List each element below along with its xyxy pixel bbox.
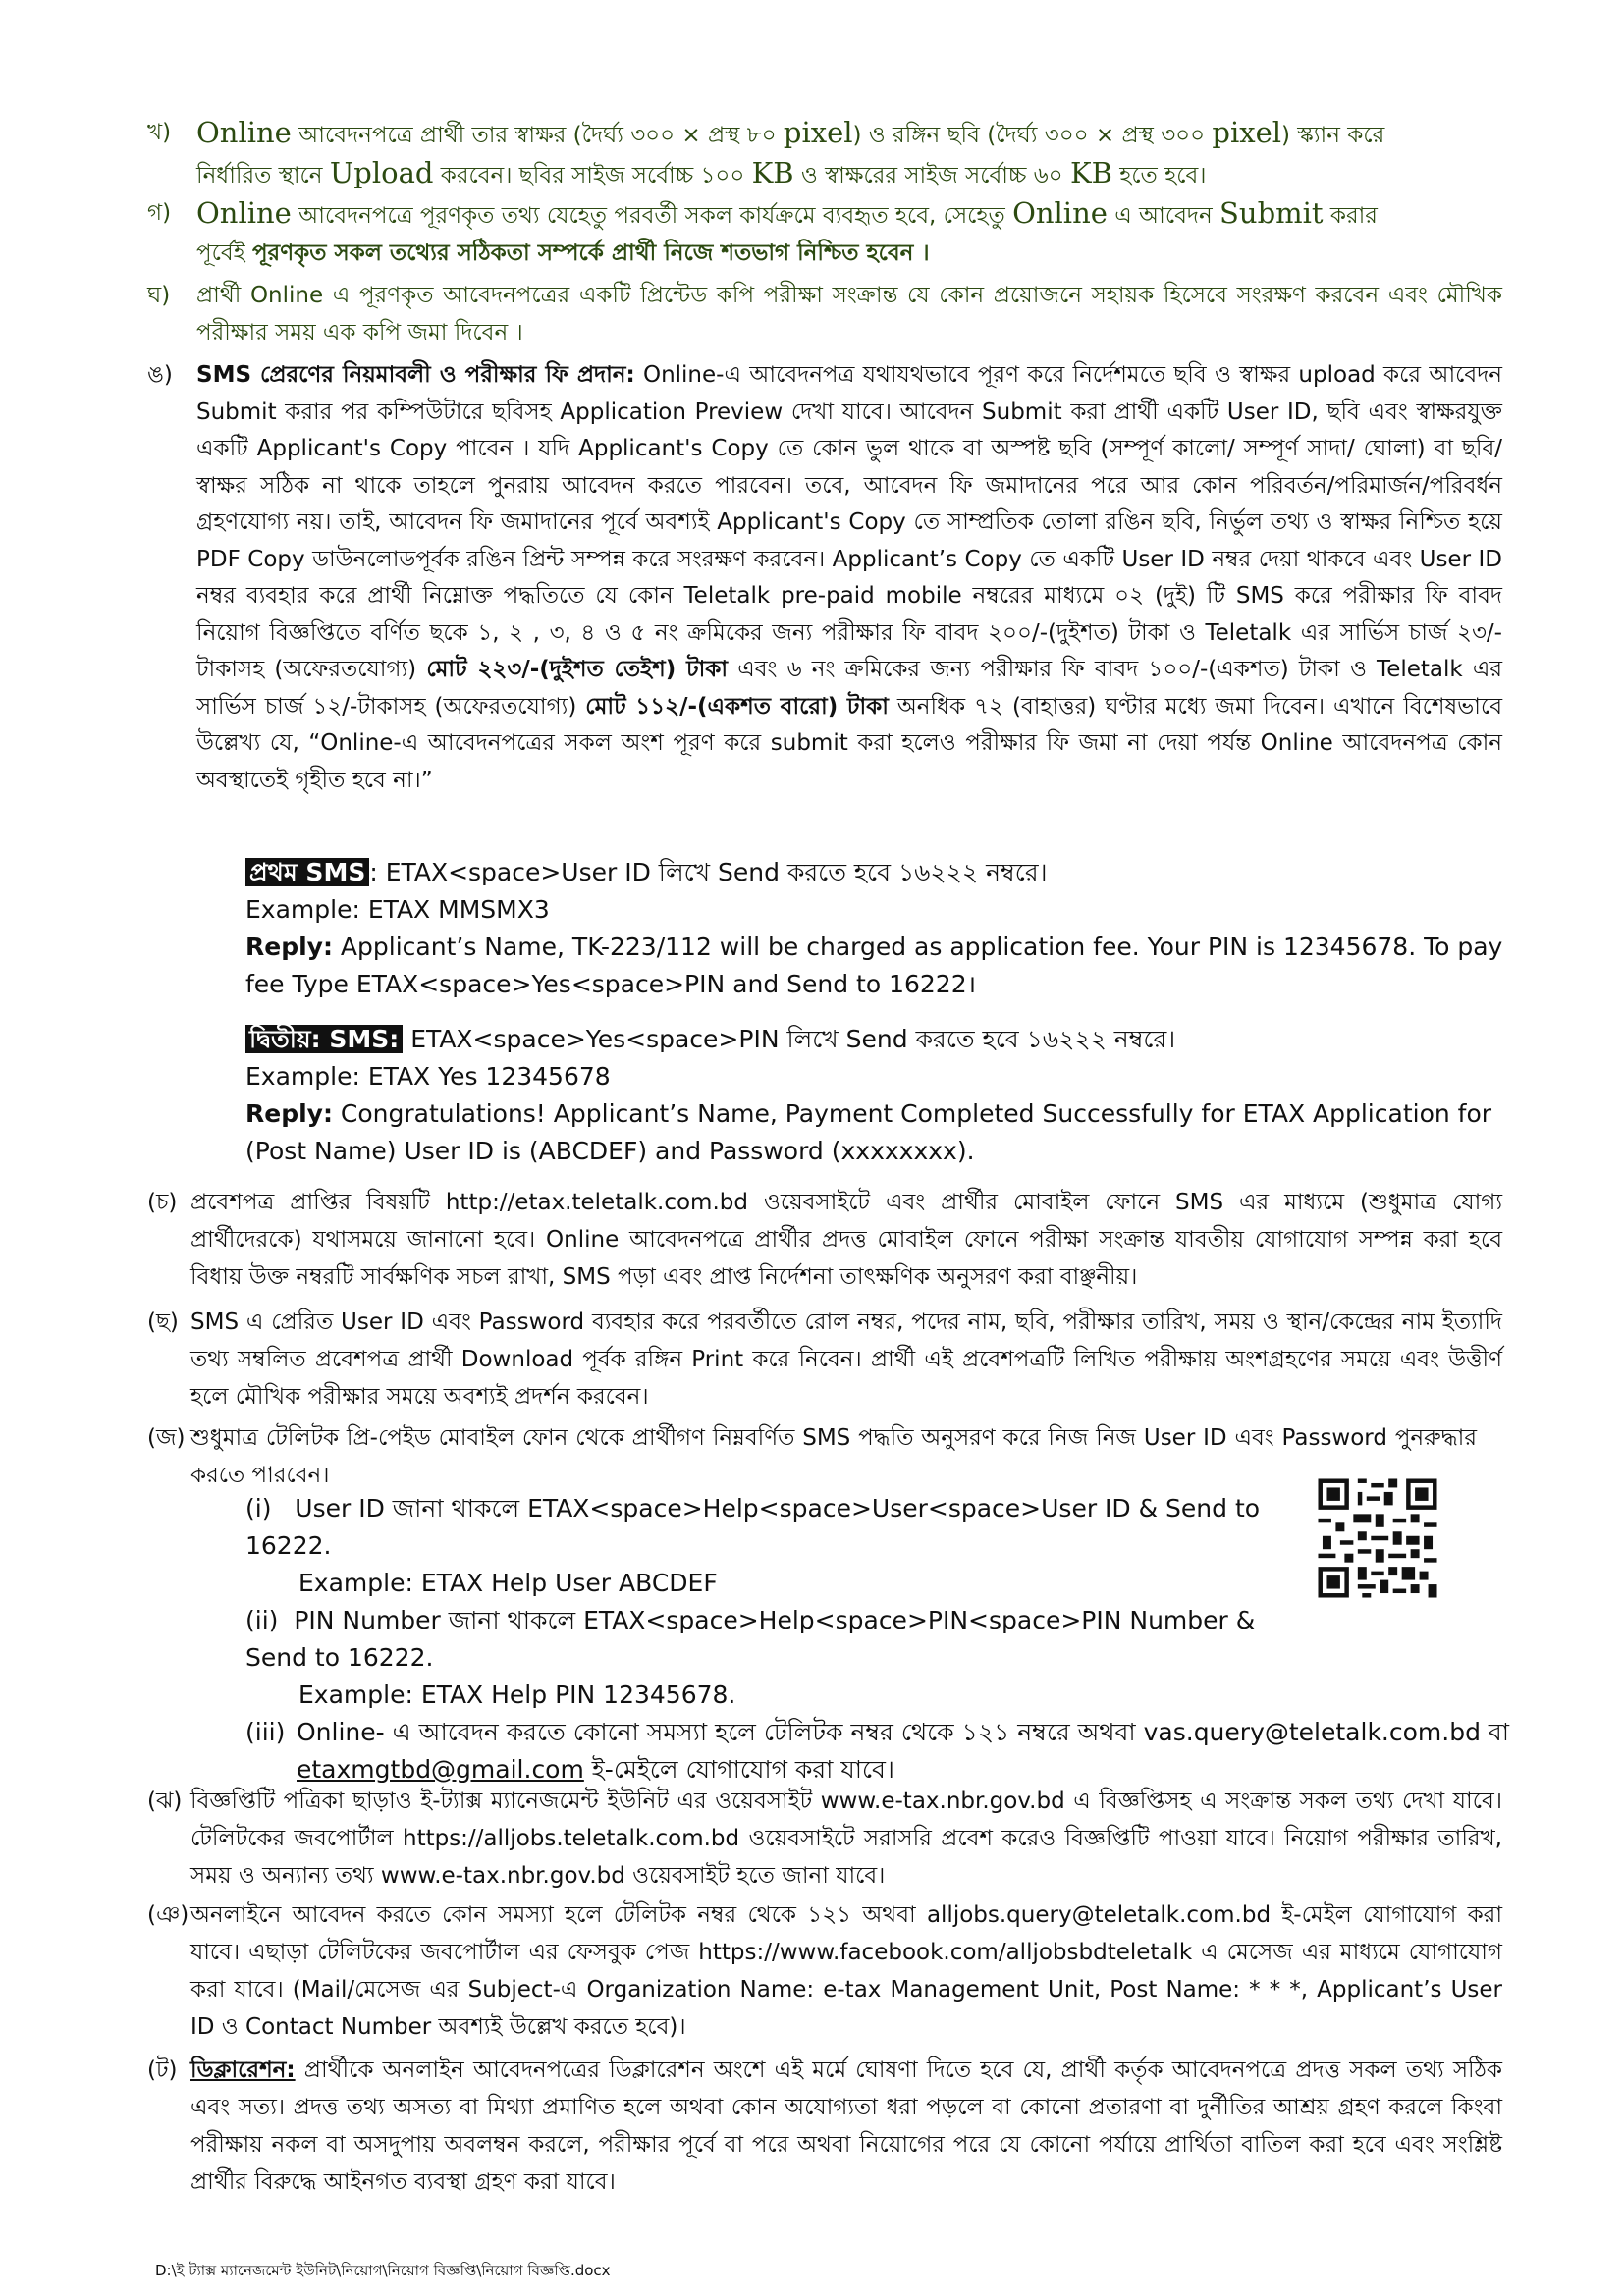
sms-tag: প্রথম SMS	[245, 858, 369, 886]
item-ta	[147, 2052, 1503, 2201]
sms-example: Example: ETAX Yes 12345678	[245, 1062, 611, 1091]
item-text: শুধুমাত্র টেলিটক প্রি-পেইড মোবাইল ফোন থেকে প্রার্থীগণ নিম্নবর্ণিত SMS পদ্ধতি অনুসরণ করে নিজ নিজ User ID এবং Password পুনরুদ্ধার করতে পারবেন।	[190, 1425, 1477, 1488]
sms-example: Example: ETAX Help User ABCDEF	[298, 1569, 718, 1597]
sms-reply: Reply: Applicant’s Name, TK-223/112 will be charged as application fee. Your PIN is 12345678. To pay fee Type ETAX<space>Yes<space>PIN and Send to 16222।	[245, 933, 1503, 998]
item-chha	[147, 1304, 1502, 1415]
item-marker: (ছ)	[147, 1309, 179, 1335]
item-marker: (চ)	[147, 1190, 178, 1215]
item-text: Online আবেদনপত্রে প্রার্থী তার স্বাক্ষর (দৈর্ঘ্য ৩০০ × প্রস্থ ৮০ pixel) ও রঙ্গিন ছবি (দৈর্ঘ্য ৩০০ × প্রস্থ ৩০০ pixel) স্ক্যান করে নির্ধারিত স্থানে Upload করবেন। ছবির সাইজ সর্বোচ্চ ১০০ KB ও স্বাক্ষরের সাইজ সর্বোচ্চ ৬০ KB হতে হবে।	[196, 116, 1385, 189]
item-ja	[147, 1419, 1477, 1494]
sms-tag: দ্বিতীয়: SMS:	[245, 1025, 403, 1053]
sms-instruction: ETAX<space>User ID লিখে Send করতে হবে ১৬২২২ নম্বরে।	[385, 858, 1048, 886]
item-text: SMS প্রেরণের নিয়মাবলী ও পরীক্ষার ফি প্রদান: Online-এ আবেদনপত্র যথাযথভাবে পূরণ করে নির্দেশমতে ছবি ও স্বাক্ষর upload করে আবেদন Submit করার পর কম্পিউটারে ছবিসহ Application Preview দেখা যাবে। আবেদন Submit করা প্রার্থী একটি User ID, ছবি এবং স্বাক্ষরযুক্ত একটি Applicant's Copy পাবেন । যদি Applicant's Copy তে কোন ভুল থাকে বা অস্পষ্ট ছবি (সম্পূর্ণ কালো/ সম্পূর্ণ সাদা/ ঘোলা) বা ছবি/ স্বাক্ষর সঠিক না থাকে তাহলে পুনরায় আবেদন করতে পারবেন। তবে, আবেদন ফি জমাদানের পরে আর কোন পরিবর্তন/পরিমার্জন/পরিবর্ধন গ্রহণযোগ্য নয়। তাই, আবেদন ফি জমাদানের পূর্বে অবশ্যই Applicant's Copy তে সাম্প্রতিক তোলা রঙিন ছবি, নির্ভুল তথ্য ও স্বাক্ষর নিশ্চিত হয়ে PDF Copy ডাউনলোডপূর্বক রঙিন প্রিন্ট সম্পন্ন করে সংরক্ষণ করবেন। Applicant’s Copy তে একটি User ID নম্বর দেয়া থাকবে এবং User ID নম্বর ব্যবহার করে প্রার্থী নিম্নোক্ত পদ্ধতিতে যে কোন Teletalk pre-paid mobile নম্বরের মাধ্যমে ০২ (দুই) টি SMS করে পরীক্ষার ফি বাবদ নিয়োগ বিজ্ঞপ্তিতে বর্ণিত ছকে ১, ২ , ৩, ৪ ও ৫ নং ক্রমিকের জন্য পরীক্ষার ফি বাবদ ২০০/-(দুইশত) টাকা ও Teletalk এর সার্ভিস চার্জ ২৩/-টাকাসহ (অফেরতযোগ্য) মোট ২২৩/-(দুইশত তেইশ) টাকা এবং ৬ নং ক্রমিকের জন্য পরীক্ষার ফি বাবদ ১০০/-(একশত) টাকা ও Teletalk এর সার্ভিস চার্জ ১২/-টাকাসহ (অফেরতযোগ্য) মোট ১১২/-(একশত বারো) টাকা অনধিক ৭২ (বাহাত্তর) ঘণ্টার মধ্যে জমা দিবেন। এখানে বিশেষভাবে উল্লেখ্য যে, “Online-এ আবেদনপত্রের সকল অংশ পূরণ করে submit করা হলেও পরীক্ষার ফি জমা না দেয়া পর্যন্ত Online আবেদনপত্র কোন অবস্থাতেই গৃহীত হবে না।”	[196, 362, 1503, 793]
item-marker: ঘ)	[147, 283, 171, 308]
recovery-option-ii: (ii) PIN Number জানা থাকলে ETAX<space>Help<space>PIN<space>PIN Number & Send to 16222. Example: ETAX Help PIN 12345678.	[245, 1602, 1286, 1714]
fee-total-1: মোট ২২৩/-(দুইশত তেইশ) টাকা	[426, 657, 729, 682]
item-marker: (ঝ)	[147, 1789, 183, 1814]
sms-second-block	[245, 1021, 1512, 1170]
item-text: ডিক্লারেশন: প্রার্থীকে অনলাইন আবেদনপত্রের ডিক্লারেশন অংশে এই মর্মে ঘোষণা দিতে হবে যে, প্রার্থী কর্তৃক আবেদনপত্রে প্রদত্ত সকল তথ্য সঠিক এবং সত্য। প্রদত্ত তথ্য অসত্য বা মিথ্যা প্রমাণিত হলে অথবা কোন অযোগ্যতা ধরা পড়লে বা কোনো প্রতারণা বা দুর্নীতির আশ্রয় গ্রহণ করলে কিংবা পরীক্ষায় নকল বা অসদুপায় অবলম্বন করলে, পরীক্ষার পূর্বে বা পরে অথবা নিয়োগের পরে যে কোনো পর্যায়ে প্রার্থিতা বাতিল করা হবে এবং সংশ্লিষ্ট প্রার্থীর বিরুদ্ধে আইনগত ব্যবস্থা গ্রহণ করা যাবে।	[190, 2057, 1503, 2195]
item-ga	[147, 194, 1502, 272]
item-text: বিজ্ঞপ্তিটি পত্রিকা ছাড়াও ই-ট্যাক্স ম্যানেজমেন্ট ইউনিট এর ওয়েবসাইট www.e-tax.nbr.gov.bd এ বিজ্ঞপ্তিসহ এ সংক্রান্ত সকল তথ্য দেখা যাবে। টেলিটকের জবপোর্টাল https://alljobs.teletalk.com.bd ওয়েবসাইটে সরাসরি প্রবেশ করেও বিজ্ঞপ্তিটি পাওয়া যাবে। নিয়োগ পরীক্ষার তারিখ, সময় ও অন্যান্য তথ্য www.e-tax.nbr.gov.bd ওয়েবসাইট হতে জানা যাবে।	[190, 1789, 1502, 1889]
item-kha	[147, 114, 1502, 194]
sms-example: Example: ETAX Help PIN 12345678.	[298, 1681, 736, 1709]
item-marker: খ)	[147, 120, 172, 145]
sms-reply: Reply: Congratulations! Applicant’s Name, Payment Completed Successfully for ETAX Application for (Post Name) User ID is (ABCDEF) and Password (xxxxxxxx).	[245, 1099, 1492, 1165]
sms-first-block: প্রথম SMS : ETAX<space>User ID লিখে Send করতে হবে ১৬২২২ নম্বরে। Example: ETAX MMSMX3 Reply: Applicant’s Name, TK-223/112 will be charged as application fee. Your PIN is 12345678. To pay fee Type ETAX<space>Yes<space>PIN and Send to 16222।	[245, 854, 1512, 1003]
item-text: প্রবেশপত্র প্রাপ্তির বিষয়টি http://etax.teletalk.com.bd ওয়েবসাইটে এবং প্রার্থীর মোবাইল ফোনে SMS এর মাধ্যমে (শুধুমাত্র যোগ্য প্রার্থীদেরকে) যথাসময়ে জানানো হবে। Online আবেদনপত্রে প্রার্থীর প্রদত্ত মোবাইল ফোনে পরীক্ষা সংক্রান্ত যাবতীয় যোগাযোগ সম্পন্ন করা হবে বিধায় উক্ত নম্বরটি সার্বক্ষণিক সচল রাখা, SMS পড়া এবং প্রাপ্ত নির্দেশনা তাৎক্ষণিক অনুসরণ করা বাঞ্ছনীয়।	[190, 1190, 1502, 1290]
item-marker: গ)	[147, 200, 172, 226]
fee-total-2: মোট ১১২/-(একশত বারো) টাকা	[585, 693, 889, 720]
item-marker: ঙ)	[147, 362, 173, 388]
item-jha	[147, 1783, 1502, 1895]
item-text: SMS এ প্রেরিত User ID এবং Password ব্যবহার করে পরবর্তীতে রোল নম্বর, পদের নাম, ছবি, পরীক্ষার তারিখ, সময় ও স্থান/কেন্দ্রের নাম ইত্যাদি তথ্য সম্বলিত প্রবেশপত্র প্রার্থী Download পূর্বক রঙ্গিন Print করে নিবেন। প্রার্থী এই প্রবেশপত্রটি লিখিত পরীক্ষায় অংশগ্রহণের সময়ে এবং উত্তীর্ণ হলে মৌখিক পরীক্ষার সময়ে অবশ্যই প্রদর্শন করবেন।	[190, 1309, 1502, 1410]
section-heading: SMS প্রেরণের নিয়মাবলী ও পরীক্ষার ফি প্রদান:	[196, 362, 635, 388]
item-text: Online আবেদনপত্রে পূরণকৃত তথ্য যেহেতু পরবর্তী সকল কার্যক্রমে ব্যবহৃত হবে, সেহেতু Online এ আবেদন Submit করার পূর্বেই পূরণকৃত সকল তথ্যের সঠিকতা সম্পর্কে প্রার্থী নিজে শতভাগ নিশ্চিত হবেন ।	[196, 196, 1378, 266]
file-path-footer: D:\ই ট্যাক্স ম্যানেজমেন্ট ইউনিট\নিয়োগ\নিয়োগ বিজ্ঞপ্তি\নিয়োগ বিজ্ঞপ্তি.docx	[155, 2262, 611, 2279]
sms-instruction: ETAX<space>Yes<space>PIN লিখে Send করতে হবে ১৬২২২ নম্বরে।	[410, 1025, 1176, 1053]
email-link[interactable]: etaxmgtbd@gmail.com	[297, 1755, 584, 1784]
item-marker: (জ)	[147, 1425, 186, 1451]
recovery-option-iii: (iii) Online- এ আবেদন করতে কোনো সমস্যা হলে টেলিটক নম্বর থেকে ১২১ নম্বরে অথবা vas.query@teletalk.com.bd বা etaxmgtbd@gmail.com ই-মেইলে যোগাযোগ করা যাবে।	[245, 1718, 1510, 1784]
item-marker: (ঞ)	[147, 1902, 189, 1928]
item-text: অনলাইনে আবেদন করতে কোন সমস্যা হলে টেলিটক নম্বর থেকে ১২১ অথবা alljobs.query@teletalk.com.bd ই-মেইল যোগাযোগ করা যাবে। এছাড়া টেলিটকের জবপোর্টাল এর ফেসবুক পেজ https://www.facebook.com/alljobsbdteletalk এ মেসেজ এর মাধ্যমে যোগাযোগ করা যাবে। (Mail/মেসেজ এর Subject-এ Organization Name: e-tax Management Unit, Post Name: * * *, Applicant’s User ID ও Contact Number অবশ্যই উল্লেখ করতে হবে)।	[190, 1902, 1502, 2040]
item-marker: (ট)	[147, 2057, 178, 2083]
item-gha	[147, 277, 1502, 351]
item-text: প্রার্থী Online এ পূরণকৃত আবেদনপত্রের একটি প্রিন্টেড কপি পরীক্ষা সংক্রান্ত যে কোন প্রয়োজনে সহায়ক হিসেবে সংরক্ষণ করবেন এবং মৌখিক পরীক্ষার সময় এক কপি জমা দিবেন ।	[196, 283, 1502, 346]
qr-code-icon	[1314, 1474, 1441, 1602]
item-uma	[147, 357, 1503, 799]
declaration-label: ডিক্লারেশন:	[190, 2057, 296, 2083]
recovery-option-i: (i) User ID জানা থাকলে ETAX<space>Help<space>User<space>User ID & Send to 16222. Example: ETAX Help User ABCDEF	[245, 1490, 1286, 1602]
sms-example: Example: ETAX MMSMX3	[245, 895, 550, 924]
emphasis-text: পূরণকৃত সকল তথ্যের সঠিকতা সম্পর্কে প্রার্থী নিজে শতভাগ নিশ্চিত হবেন ।	[251, 240, 930, 266]
item-cha	[147, 1184, 1502, 1296]
item-nya	[147, 1896, 1502, 2046]
